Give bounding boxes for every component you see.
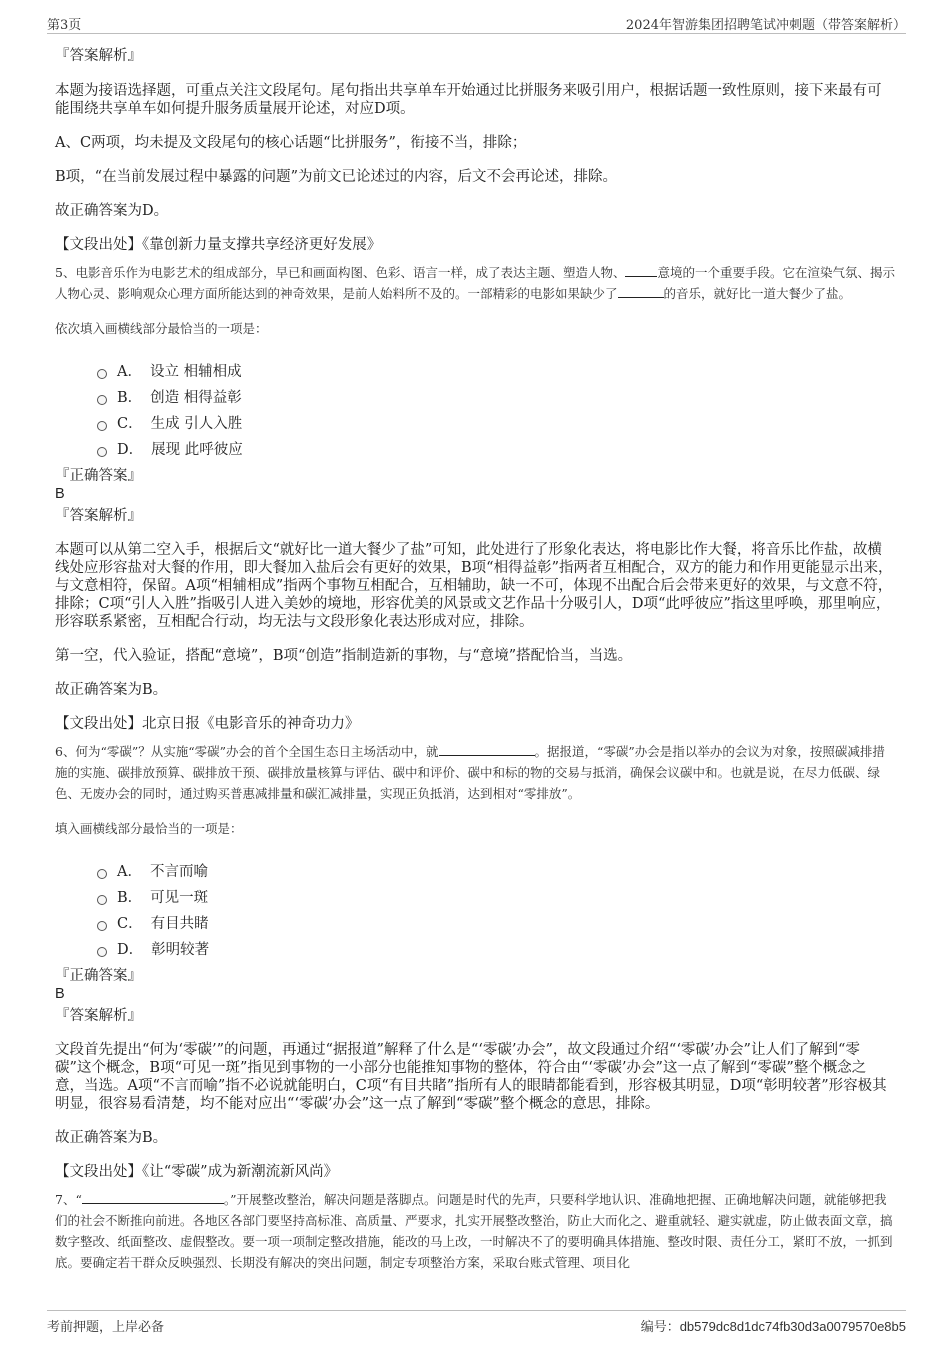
option-d[interactable]: D． 展现 此呼彼应 bbox=[97, 437, 895, 463]
correct-answer-heading: 『正确答案』 bbox=[55, 468, 142, 484]
fill-blank bbox=[625, 263, 657, 277]
analysis-heading: 『答案解析』 bbox=[55, 48, 142, 64]
radio-icon[interactable] bbox=[97, 395, 107, 405]
option-d[interactable]: D． 彰明较著 bbox=[97, 937, 895, 963]
correct-answer-heading: 『正确答案』 bbox=[55, 968, 142, 984]
document-id: 编号：db579dc8d1dc74fb30d3a0079570e8b5 bbox=[640, 1319, 906, 1334]
footer-slogan: 考前押题，上岸必备 bbox=[47, 1320, 165, 1335]
fill-blank bbox=[82, 1190, 224, 1204]
analysis-paragraph: B项，“在当前发展过程中暴露的问题”为前文已论述过的内容，后文不会再论述，排除。 bbox=[55, 169, 617, 185]
source-citation: 【文段出处】《让“零碳”成为新潮流新风尚》 bbox=[55, 1164, 339, 1180]
radio-icon[interactable] bbox=[97, 869, 107, 879]
radio-icon[interactable] bbox=[97, 921, 107, 931]
document-title: 2024年智游集团招聘笔试冲刺题（带答案解析） bbox=[625, 18, 906, 33]
option-list bbox=[55, 859, 895, 963]
question-prompt: 填入画横线部分最恰当的一项是： bbox=[55, 821, 243, 836]
radio-icon[interactable] bbox=[97, 369, 107, 379]
source-citation: 【文段出处】《靠创新力量支撑共享经济更好发展》 bbox=[55, 237, 382, 253]
source-citation: 【文段出处】北京日报《电影音乐的神奇功力》 bbox=[55, 716, 360, 732]
option-c[interactable]: C． 有目共睹 bbox=[97, 911, 895, 937]
analysis-heading: 『答案解析』 bbox=[55, 508, 142, 524]
analysis-heading: 『答案解析』 bbox=[55, 1008, 142, 1024]
option-a[interactable]: A． 不言而喻 bbox=[97, 859, 895, 885]
page-number: 第3页 bbox=[47, 18, 82, 33]
option-c[interactable]: C． 生成 引人入胜 bbox=[97, 411, 895, 437]
document-body bbox=[55, 45, 895, 1273]
analysis-paragraph: A、C两项，均未提及文段尾句的核心话题“比拼服务”，衔接不当，排除； bbox=[55, 135, 527, 151]
radio-icon[interactable] bbox=[97, 947, 107, 957]
analysis-paragraph: 本题为接语选择题，可重点关注文段尾句。尾句指出共享单车开始通过比拼服务来吸引用户，根据话题一致性原则，接下来最有可能围绕共享单车如何提升服务质量展开论述，对应D项。 bbox=[55, 83, 882, 117]
page-header bbox=[47, 13, 906, 34]
analysis-paragraph: 本题可以从第二空入手，根据后文“就好比一道大餐少了盐”可知，此处进行了形象化表达，将电影比作大餐，将音乐比作盐，故横线处应形容盐对大餐的作用，即大餐加入盐后会有更好的效果，B项“相得益彰”指两者互相配合，双方的能力和作用更能显示出来，与文意相符，保留。A项“相辅相成”指两个事物互相配合，互相辅助，缺一不可，体现不出配合后会带来更好的效果，与文意不符，排除；C项“引人入胜”指吸引人进入美妙的境地，形容优美的风景或文艺作品十分吸引人，D项“此呼彼应”指这里呼唤，那里响应，形容联系紧密，互相配合行动，均无法与文段形象化表达形成对应，排除。 bbox=[55, 542, 893, 630]
fill-blank bbox=[439, 742, 535, 756]
option-b[interactable]: B． 创造 相得益彰 bbox=[97, 385, 895, 411]
option-a[interactable]: A． 设立 相辅相成 bbox=[97, 359, 895, 385]
analysis-paragraph: 第一空，代入验证，搭配“意境”，B项“创造”指制造新的事物，与“意境”搭配恰当，当选。 bbox=[55, 648, 633, 664]
fill-blank bbox=[618, 284, 664, 298]
question-stem: 5、电影音乐作为电影艺术的组成部分，早已和画面构图、色彩、语言一样，成了表达主题、塑造人物、 意境的一个重要手段。它在渲染气氛、揭示人物心灵、影响观众心理方面所能达到的神奇效果，是前人始料所不及的。一部精彩的电影如果缺少了 的音乐，就好比一道大餐少了盐。 bbox=[55, 265, 895, 301]
correct-answer: B bbox=[55, 486, 65, 502]
option-b[interactable]: B． 可见一斑 bbox=[97, 885, 895, 911]
radio-icon[interactable] bbox=[97, 421, 107, 431]
question-prompt: 依次填入画横线部分最恰当的一项是： bbox=[55, 321, 268, 336]
analysis-paragraph: 文段首先提出“何为‘零碳’”的问题，再通过“据报道”解释了什么是“‘零碳’办会”，故文段通过介绍“‘零碳’办会”让人们了解到“零碳”这个概念，B项“可见一斑”指见到事物的一小部分也能推知事物的整体，符合由“‘零碳’办会”这一点了解到“零碳”整个概念之意，当选。A项“不言而喻”指不必说就能明白，C项“有目共睹”指所有人的眼睛都能看到，形容极其明显，D项“彰明较著”形容极其明显，很容易看清楚，均不能对应出“‘零碳’办会”这一点了解到“零碳”整个概念的意思，排除。 bbox=[55, 1042, 887, 1112]
answer-conclusion: 故正确答案为D。 bbox=[55, 203, 169, 219]
answer-conclusion: 故正确答案为B。 bbox=[55, 1130, 168, 1146]
option-list bbox=[55, 359, 895, 463]
question-stem: 6、何为“零碳”？从实施“零碳”办会的首个全国生态日主场活动中，就 。据报道，“零碳”办会是指以举办的会议为对象，按照碳减排措施的实施、碳排放预算、碳排放干预、碳排放量核算与评估、碳中和评价、碳中和标的物的交易与抵消，确保会议碳中和。也就是说，在尽力低碳、绿色、无废办会的同时，通过购买普惠减排量和碳汇减排量，实现正负抵消，达到相对“零排放”。 bbox=[55, 744, 885, 801]
radio-icon[interactable] bbox=[97, 895, 107, 905]
question-stem: 7、“ 。”开展整改整治，解决问题是落脚点。问题是时代的先声，只要科学地认识、准确地把握、正确地解决问题，就能够把我们的社会不断推向前进。各地区各部门要坚持高标准、高质量、严要求，扎实开展整改整治，防止大而化之、避重就轻、避实就虚，防止做表面文章，搞数字整改、纸面整改、虚假整改。要一项一项制定整改措施，能改的马上改，一时解决不了的要明确具体措施、整改时限、责任分工，紧盯不放，一抓到底。要确定若干群众反映强烈、长期没有解决的突出问题，制定专项整治方案，采取台账式管理、项目化 bbox=[55, 1192, 893, 1270]
page-footer bbox=[47, 1310, 906, 1335]
correct-answer: B bbox=[55, 986, 65, 1002]
radio-icon[interactable] bbox=[97, 447, 107, 457]
answer-conclusion: 故正确答案为B。 bbox=[55, 682, 168, 698]
